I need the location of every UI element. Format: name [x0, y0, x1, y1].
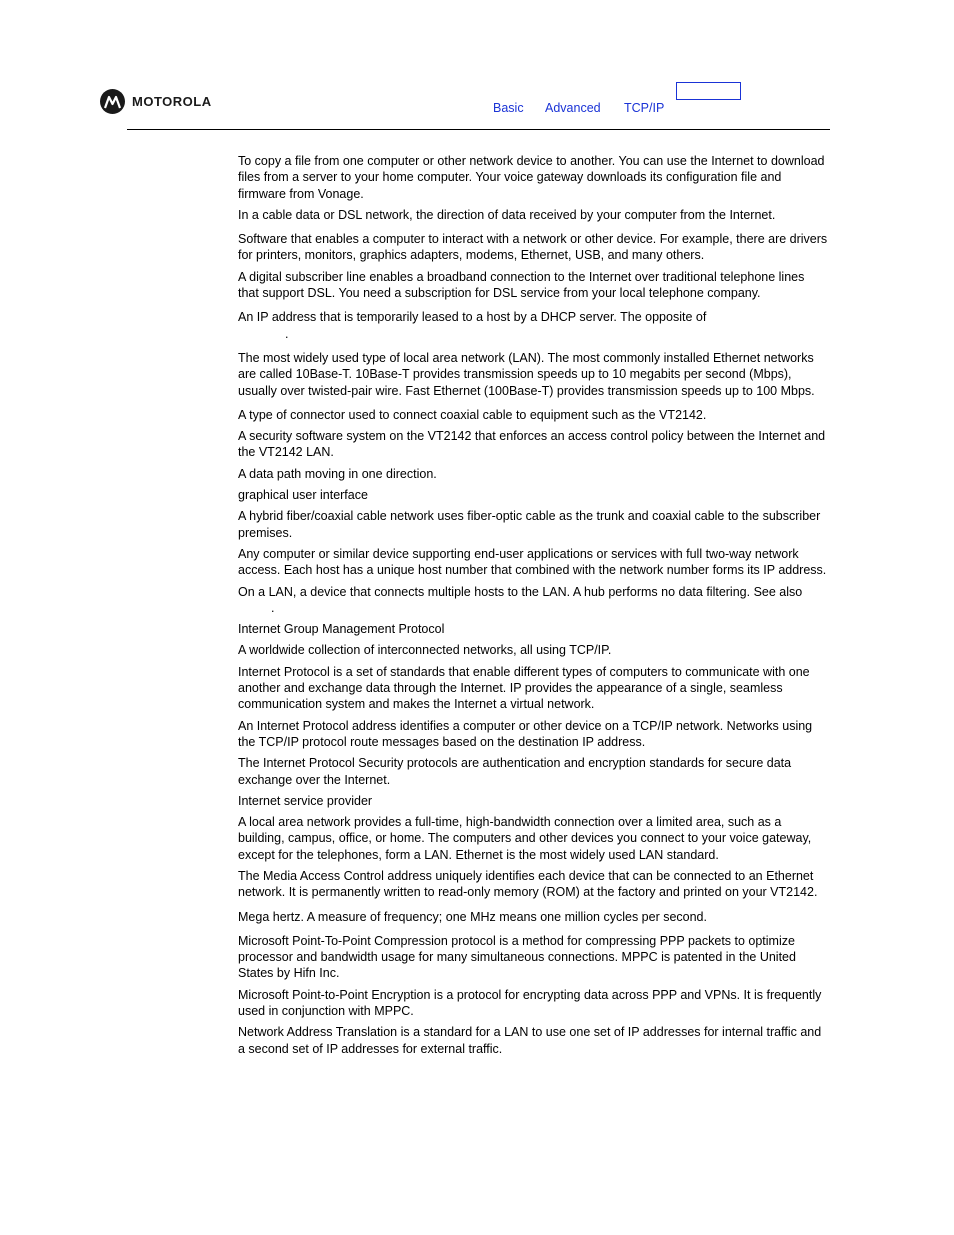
nav-link-tcpip[interactable]: TCP/IP [624, 101, 665, 115]
motorola-batwing-icon [100, 89, 125, 114]
glossary-definitions [238, 153, 828, 1062]
definition-f-connector: A type of connector used to connect coaxial cable to equipment such as the VT2142. [238, 407, 707, 422]
definition-ipsec: The Internet Protocol Security protocols are authentication and encryption standards for secure data exchange over the Internet. [238, 756, 792, 787]
brand-logo [100, 89, 212, 114]
nav-link-boxed[interactable] [676, 82, 741, 100]
definition-mhz: Mega hertz. A measure of frequency; one MHz means one million cycles per second. [238, 909, 707, 924]
definition-igmp: Internet Group Management Protocol [238, 622, 445, 637]
definition-text: An IP address that is temporarily leased to a host by a DHCP server. The opposite of [238, 310, 707, 325]
definition-suffix: . [271, 600, 275, 615]
definition-forward-path: A data path moving in one direction. [238, 466, 437, 481]
definition-internet: A worldwide collection of interconnected networks, all using TCP/IP. [238, 643, 612, 658]
definition-firewall: A security software system on the VT2142 that enforces an access control policy between the Internet and the VT2142 LAN. [238, 429, 826, 460]
nav-link-advanced[interactable]: Advanced [545, 101, 601, 115]
definition-lan: A local area network provides a full-time, high-bandwidth connection over a limited area, such as a building, campus, office, or home. The computers and other devices you connect to your voice gateway, except for the telephones, form a LAN. Ethernet is the most widely used LAN standard. [238, 815, 812, 862]
definition-downstream: In a cable data or DSL network, the direction of data received by your computer from the Internet. [238, 207, 776, 222]
definition-ip-address: An Internet Protocol address identifies a computer or other device on a TCP/IP network. Networks using the TCP/IP protocol route messages based on the destination IP address. [238, 718, 813, 749]
brand-name: MOTOROLA [132, 94, 212, 109]
definition-driver: Software that enables a computer to interact with a network or other device. For example, there are drivers for printers, monitors, graphics adapters, modems, Ethernet, USB, and many others. [238, 232, 828, 263]
page-header [0, 0, 954, 135]
definition-mppe: Microsoft Point-to-Point Encryption is a protocol for encrypting data across PPP and VPNs. It is frequently used in conjunction with MPPC. [238, 987, 822, 1019]
definition-suffix: . [285, 326, 289, 341]
definition-dsl: A digital subscriber line enables a broadband connection to the Internet over traditional telephone lines that support DSL. You need a subscription for DSL service from your local telephone company. [238, 269, 805, 301]
definition-hub [238, 584, 828, 617]
definition-download: To copy a file from one computer or other network device to another. You can use the Internet to download files from a server to your home computer. Your voice gateway downloads its configuration file and firmware from Vonage. [238, 154, 825, 201]
definition-ethernet: The most widely used type of local area network (LAN). The most commonly installed Ethernet networks are called 10Base-T. 10Base-T provides transmission speeds up to 10 megabits per second (Mbps), usually over twisted-pair wire. Fast Ethernet (100Base-T) provides transmission speeds up to 100 Mbps. [238, 350, 815, 398]
header-divider [127, 129, 830, 130]
nav-link-basic[interactable]: Basic [493, 101, 524, 115]
definition-isp: Internet service provider [238, 793, 373, 808]
definition-hfc: A hybrid fiber/coaxial cable network uses fiber-optic cable as the trunk and coaxial cable to the subscriber premises. [238, 509, 821, 540]
definition-text: On a LAN, a device that connects multiple hosts to the LAN. A hub performs no data filtering. See also [238, 584, 803, 599]
definition-mppc: Microsoft Point-To-Point Compression protocol is a method for compressing PPP packets to optimize processor and bandwidth usage for many simultaneous connections. MPPC is patented in the United States by Hifn Inc. [238, 933, 796, 981]
definition-nat: Network Address Translation is a standard for a LAN to use one set of IP addresses for internal traffic and a second set of IP addresses for external traffic. [238, 1025, 822, 1056]
definition-ip: Internet Protocol is a set of standards that enable different types of computers to communicate with one another and exchange data through the Internet. IP provides the appearance of a single, seamless communication system and makes the Internet a virtual network. [238, 664, 810, 712]
definition-gui: graphical user interface [238, 488, 368, 503]
definition-host: Any computer or similar device supporting end-user applications or services with full two-way network access. Each host has a unique host number that combined with the network number forms its IP address. [238, 546, 827, 578]
definition-mac-address: The Media Access Control address uniquely identifies each device that can be connected to an Ethernet network. It is permanently written to read-only memory (ROM) at the factory and printed on your VT2142. [238, 868, 818, 900]
definition-dynamic-ip-address [238, 309, 828, 342]
